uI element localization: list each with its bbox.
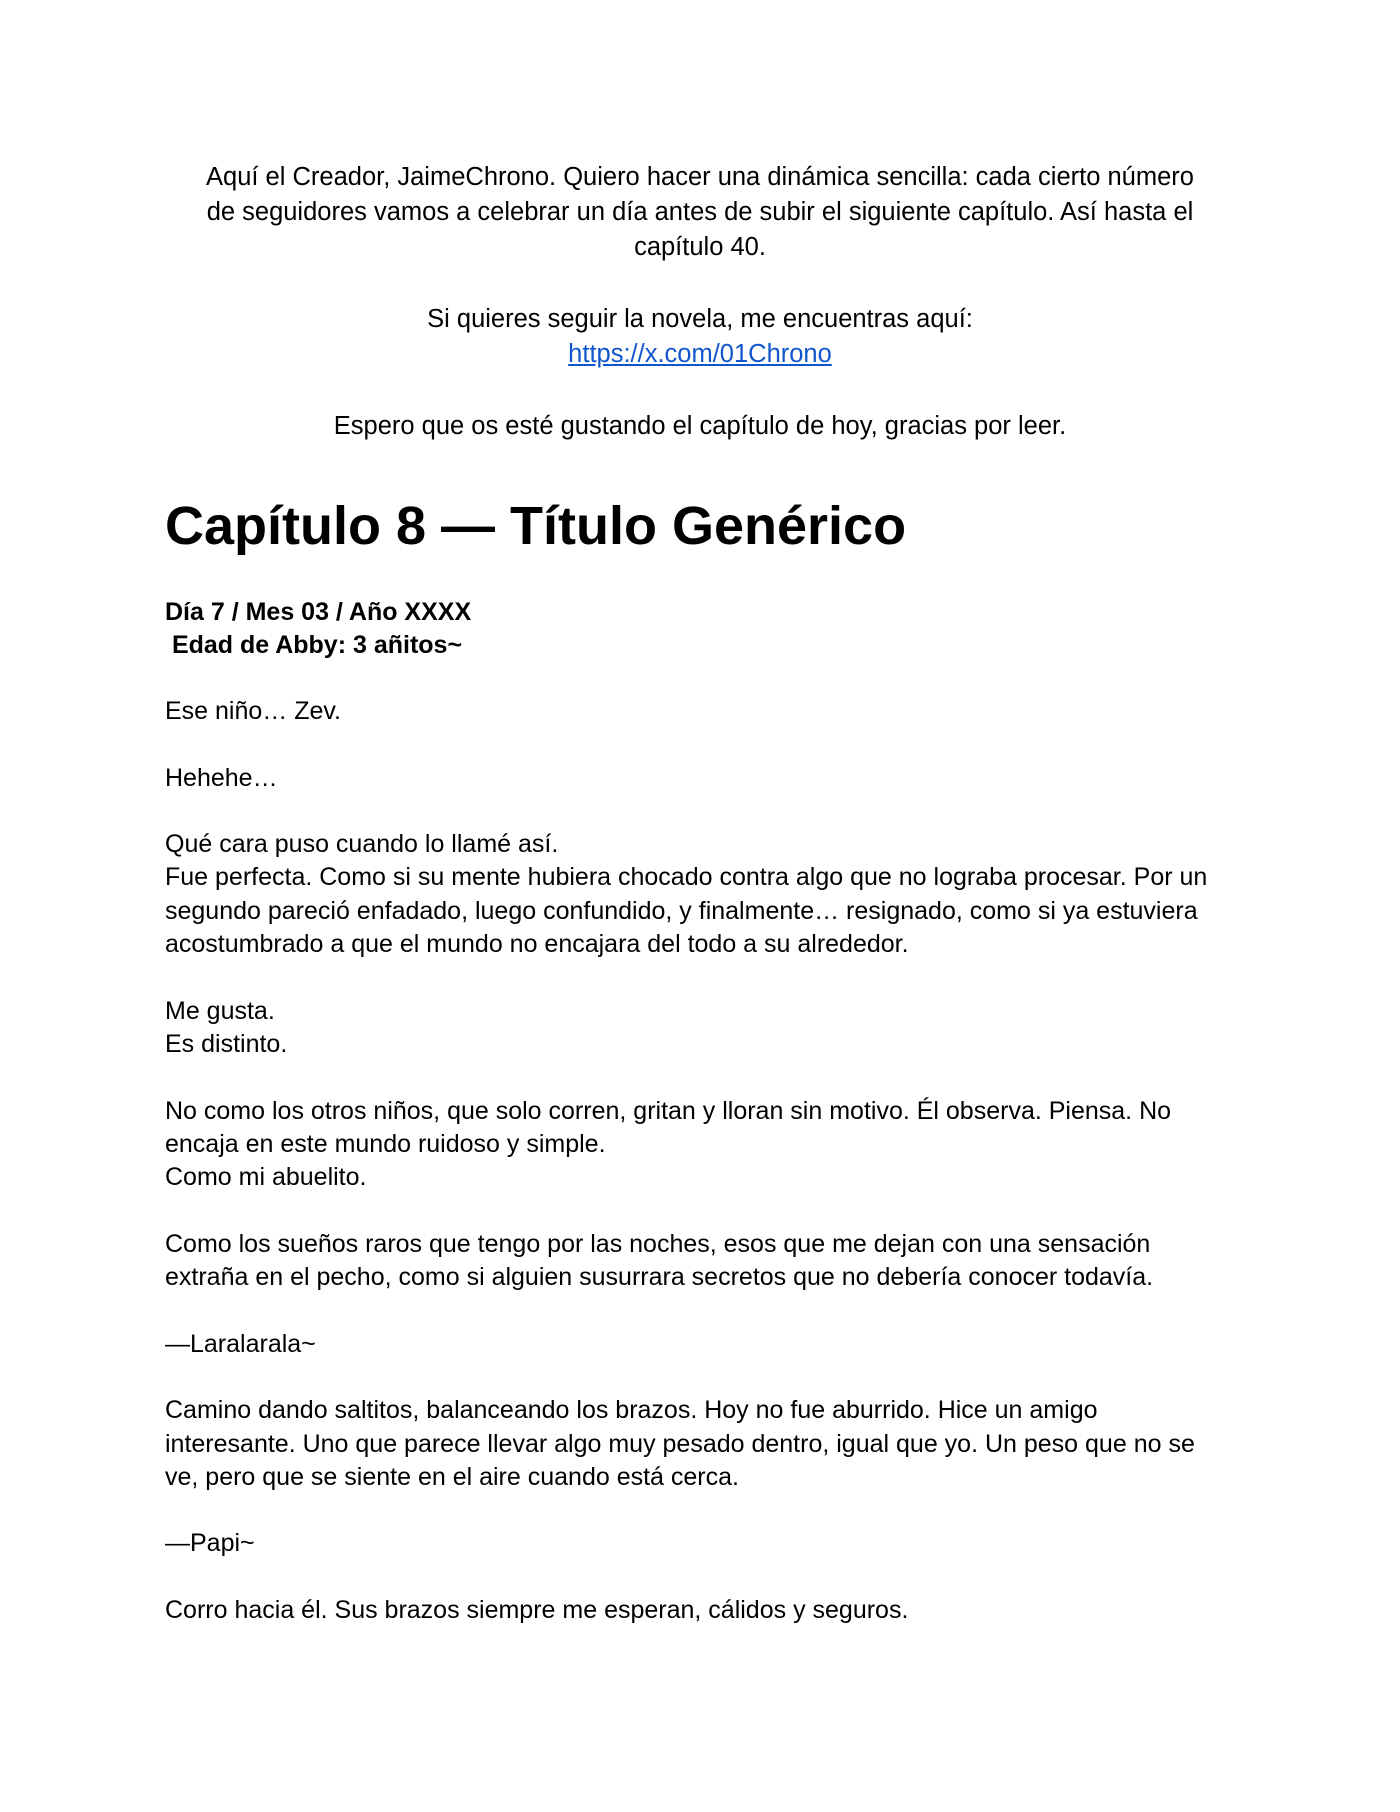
chapter-meta bbox=[165, 596, 1235, 662]
paragraph-line: segundo pareció enfadado, luego confundido, y finalmente… resignado, como si ya estuviera bbox=[165, 896, 1198, 925]
chapter-body bbox=[165, 695, 1235, 1627]
author-profile-link[interactable]: https://x.com/01Chrono bbox=[568, 340, 832, 368]
paragraph-line: Como los sueños raros que tengo por las noches, esos que me dejan con una sensación bbox=[165, 1229, 1151, 1258]
spacer bbox=[165, 265, 1235, 302]
chapter-title: Capítulo 8 — Título Genérico bbox=[165, 496, 907, 556]
spacer bbox=[165, 372, 1235, 409]
body-paragraph bbox=[165, 1527, 1235, 1560]
body-paragraph bbox=[165, 1228, 1235, 1295]
body-paragraph bbox=[165, 1594, 1235, 1627]
chapter-date: Día 7 / Mes 03 / Año XXXX bbox=[165, 598, 472, 626]
body-paragraph bbox=[165, 762, 1235, 795]
document-page bbox=[165, 160, 1235, 1661]
paragraph-line: acostumbrado a que el mundo no encajara del todo a su alrededor. bbox=[165, 930, 909, 959]
paragraph-line: Corro hacia él. Sus brazos siempre me esperan, cálidos y seguros. bbox=[165, 1596, 909, 1625]
body-paragraph bbox=[165, 1095, 1235, 1195]
intro-line: capítulo 40. bbox=[634, 233, 766, 261]
paragraph-line: —Laralarala~ bbox=[165, 1329, 316, 1358]
follow-link-line bbox=[165, 337, 1235, 372]
intro-line: Aquí el Creador, JaimeChrono. Quiero hacer una dinámica sencilla: cada cierto número bbox=[206, 163, 1194, 191]
paragraph-line: interesante. Uno que parece llevar algo muy pesado dentro, igual que yo. Un peso que no se bbox=[165, 1429, 1195, 1458]
body-paragraph bbox=[165, 828, 1235, 961]
paragraph-line: ve, pero que se siente en el aire cuando está cerca. bbox=[165, 1462, 739, 1491]
paragraph-line: Hehehe… bbox=[165, 763, 278, 792]
paragraph-line: Qué cara puso cuando lo llamé así. bbox=[165, 830, 559, 859]
paragraph-line: Ese niño… Zev. bbox=[165, 697, 342, 725]
paragraph-line: Camino dando saltitos, balanceando los brazos. Hoy no fue aburrido. Hice un amigo bbox=[165, 1396, 1098, 1425]
paragraph-line: extraña en el pecho, como si alguien susurrara secretos que no debería conocer todavía. bbox=[165, 1263, 1154, 1292]
body-paragraph bbox=[165, 995, 1235, 1062]
intro-line: de seguidores vamos a celebrar un día antes de subir el siguiente capítulo. Así hasta el bbox=[206, 198, 1194, 226]
author-note bbox=[165, 160, 1235, 444]
paragraph-line: Es distinto. bbox=[165, 1029, 288, 1058]
paragraph-line: —Papi~ bbox=[165, 1529, 255, 1558]
paragraph-line: No como los otros niños, que solo corren, gritan y lloran sin motivo. Él observa. Piensa. No bbox=[165, 1096, 1172, 1125]
paragraph-line: Como mi abuelito. bbox=[165, 1163, 367, 1192]
paragraph-line: Me gusta. bbox=[165, 996, 275, 1025]
character-age: Edad de Abby: 3 añitos~ bbox=[165, 631, 463, 659]
paragraph-line: encaja en este mundo ruidoso y simple. bbox=[165, 1129, 606, 1158]
closing-note: Espero que os esté gustando el capítulo de hoy, gracias por leer. bbox=[333, 412, 1067, 440]
paragraph-line: Fue perfecta. Como si su mente hubiera chocado contra algo que no lograba procesar. Por un bbox=[165, 863, 1208, 892]
follow-text: Si quieres seguir la novela, me encuentras aquí: bbox=[427, 305, 973, 333]
body-paragraph bbox=[165, 1394, 1235, 1494]
body-paragraph bbox=[165, 695, 1235, 728]
body-paragraph bbox=[165, 1328, 1235, 1361]
